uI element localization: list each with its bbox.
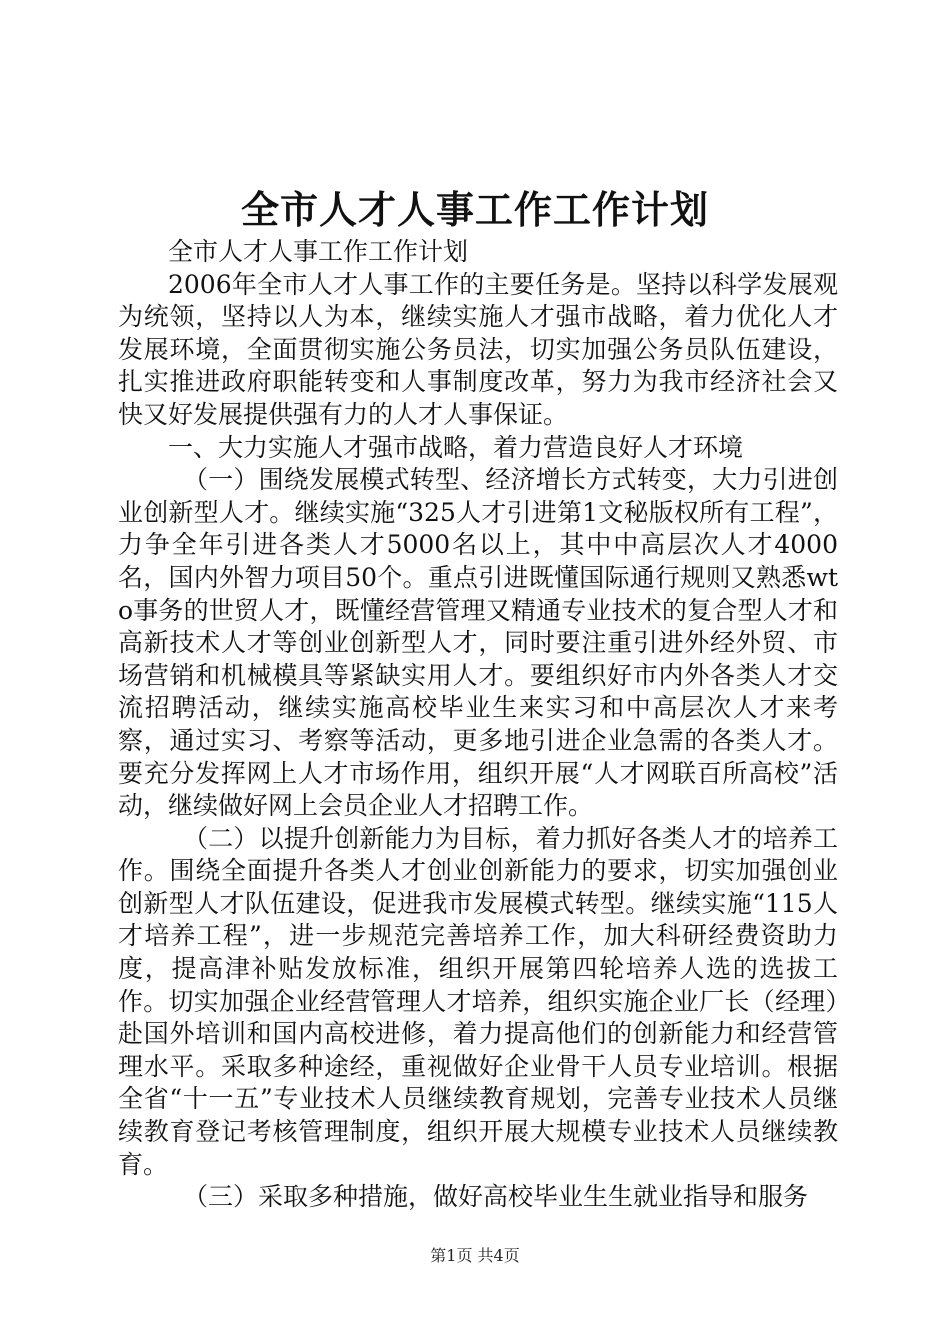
page-number-footer: 第1页 共4页: [430, 1246, 520, 1265]
paragraph-item-2: （二）以提升创新能力为目标，着力抓好各类人才的培养工作。围绕全面提升各类人才创业创新能力的要求，切实加强创业创新型人才队伍建设，促进我市发展模式转型。继续实施“115人才培养工程”，进一步规范完善培养工作，加大科研经费资助力度，提高津补贴发放标准，组织开展第四轮培养人选的选拔工作。切实加强企业经营管理人才培养，组织实施企业厂长（经理）赴国外培训和国内高校进修，着力提高他们的创新能力和经营管理水平。采取多种途经，重视做好企业骨干人员专业培训。根据全省“十一五”专业技术人员继续教育规划，完善专业技术人员继续教育登记考核管理制度，组织开展大规模专业技术人员继续教育。: [118, 823, 838, 1179]
paragraph-intro: 2006年全市人才人事工作的主要任务是。坚持以科学发展观为统领，坚持以人为本，继续实施人才强市战略，着力优化人才发展环境，全面贯彻实施公务员法，切实加强公务员队伍建设，扎实推进政府职能转变和人事制度改革，努力为我市经济社会又快又好发展提供强有力的人才人事保证。: [118, 269, 838, 429]
paragraph-item-3: （三）采取多种措施，做好高校毕业生生就业指导和服务: [183, 1182, 809, 1212]
section-heading-1: 一、大力实施人才强市战略，着力营造良好人才环境: [168, 432, 744, 462]
document-title: 全市人才人事工作工作计划: [240, 187, 709, 232]
paragraph-subtitle: 全市人才人事工作工作计划: [168, 237, 469, 266]
document-body: [118, 236, 838, 1214]
paragraph-item-1: （一）围绕发展模式转型、经济增长方式转变，大力引进创业创新型人才。继续实施“325人才引进第1文秘版权所有工程”，力争全年引进各类人才5000名以上，其中中高层次人才4000名，国内外智力项目50个。重点引进既懂国际通行规则又熟悉wto事务的世贸人才，既懂经营管理又精通专业技术的复合型人才和高新技术人才等创业创新型人才，同时要注重引进外经外贸、市场营销和机械模具等紧缺实用人才。要组织好市内外各类人才交流招聘活动，继续实施高校毕业生来实习和中高层次人才来考察，通过实习、考察等活动，更多地引进企业急需的各类人才。要充分发挥网上人才市场作用，组织开展“人才网联百所高校”活动，继续做好网上会员企业人才招聘工作。: [118, 465, 838, 821]
